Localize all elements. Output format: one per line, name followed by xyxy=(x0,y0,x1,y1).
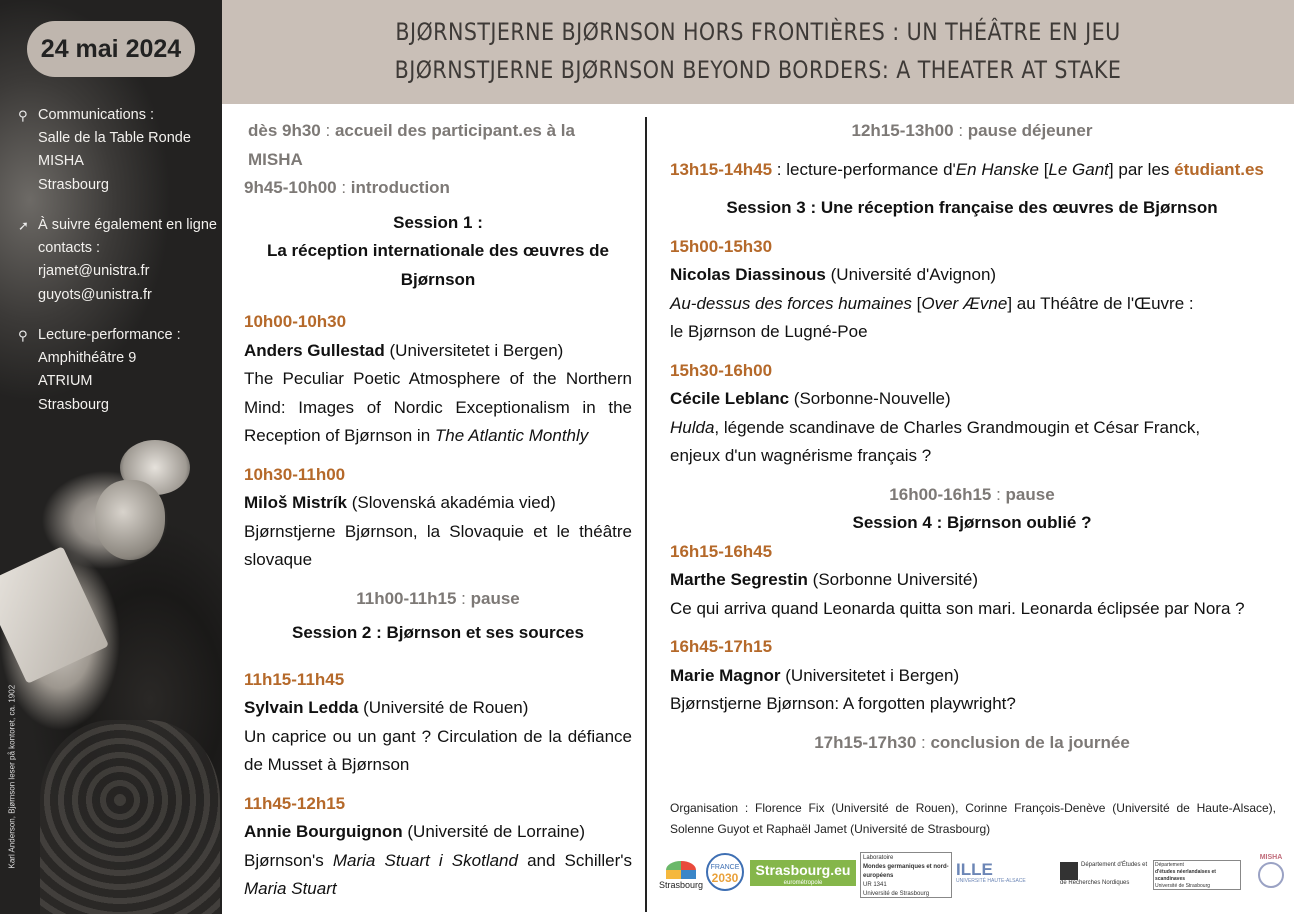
performance-time: 13h15-14h45 xyxy=(670,159,773,179)
france-label: FRANCE xyxy=(710,864,740,871)
talk4-title-italic2: Maria Stuart xyxy=(244,879,337,898)
online-contacts xyxy=(18,214,222,307)
france-2030-logo xyxy=(706,853,744,891)
talk2-title: Bjørnstjerne Bjørnson, la Slovaquie et le théâtre slovaque xyxy=(244,521,632,569)
closing-time: 17h15-17h30 xyxy=(814,732,917,752)
talk6-speaker: Cécile Leblanc xyxy=(670,389,790,408)
talk1-speaker: Anders Gullestad xyxy=(244,340,385,360)
talk8-speaker: Marie Magnor xyxy=(670,665,781,685)
talk2-time: 10h30-11h00 xyxy=(244,464,346,484)
talk6-title-line2: enjeux d'un wagnérisme français ? xyxy=(670,446,932,465)
program-right-column xyxy=(670,117,1274,757)
session4-heading: Session 4 : Bjørnson oublié ? xyxy=(852,513,1092,532)
session2-heading: Session 2 : Bjørnson et ses sources xyxy=(292,623,584,642)
talk1-time: 10h00-10h30 xyxy=(244,312,347,331)
talk6-affiliation: (Sorbonne-Nouvelle) xyxy=(793,389,951,408)
pause1-line: 11h00-11h15 : pause xyxy=(356,588,520,608)
talk8-title: Bjørnstjerne Bjørnson: A forgotten playwright? xyxy=(670,694,1016,713)
lab-line4: Université de Strasbourg xyxy=(863,891,930,897)
talk3-title: Un caprice ou un gant ? Circulation de la défiance de Musset à Bjørnson xyxy=(244,726,632,774)
dept-square-icon xyxy=(1060,862,1078,880)
session4-label: Session 4 xyxy=(852,513,932,532)
talk1-title: The Peculiar Poetic Atmosphere of the Northern Mind: Images of Nordic Exceptionalism in the Reception of Bjørnson in xyxy=(244,369,632,445)
talk5-italic1: Au-dessus des forces humaines xyxy=(670,293,912,313)
performance-line xyxy=(670,156,1274,185)
talk4-time: 11h45-12h15 xyxy=(244,793,346,813)
pause1-time: 11h00-11h15 xyxy=(356,588,457,608)
talk4-speaker-line xyxy=(244,818,632,847)
dept2-line3: Université de Strasbourg xyxy=(1155,883,1211,889)
talk5-title-line2: le Bjørnson de Lugné-Poe xyxy=(670,322,868,341)
location-lecture xyxy=(18,324,222,417)
strasbourg-eu-sub: eurométropole xyxy=(783,880,823,886)
program-left-column xyxy=(244,117,632,904)
talk5-italic2: Over Ævne xyxy=(921,293,1008,313)
session2-title: Bjørnson et ses sources xyxy=(386,623,584,642)
talk1-affiliation: (Universitetet i Bergen) xyxy=(389,340,564,360)
talk4-title-b: and Schiller's xyxy=(517,850,633,870)
session1-heading: Session 1 : La réception internationale des œuvres de Bjørnson xyxy=(267,212,609,289)
dept-nordic-logo xyxy=(1060,862,1152,890)
dept-neerlandaises-logo xyxy=(1153,860,1241,890)
lab-logo xyxy=(860,852,952,898)
misha-logo xyxy=(1253,854,1289,894)
session1-label: Session 1 xyxy=(393,212,473,232)
lab-line3: UR 1341 xyxy=(863,882,887,888)
closing-text: conclusion de la journée xyxy=(930,732,1130,752)
talk8-affiliation: (Universitetet i Bergen) xyxy=(785,665,960,685)
ille-logo xyxy=(956,862,1056,888)
strasbourg-eu-name: Strasbourg.eu xyxy=(755,862,851,878)
talk7-time: 16h15-16h45 xyxy=(670,541,773,561)
session1-title: La réception internationale des œuvres de Bjørnson xyxy=(267,241,609,289)
talk5-text-b: [ xyxy=(911,293,922,313)
lab-line2: Mondes germaniques et nord-européens xyxy=(863,864,949,879)
title-french: BJØRNSTJERNE BJØRNSON HORS FRONTIÈRES : UN THÉÂTRE EN JEU xyxy=(395,18,1121,46)
location-communications xyxy=(18,104,222,197)
photo-credit: Karl Anderson, Bjørnson leser på kontoret, ca. 1902 xyxy=(7,684,17,869)
portrait-chair xyxy=(40,720,220,914)
talk5-text-c: ] au Théâtre de l'Œuvre : xyxy=(1007,293,1194,313)
performance-text-b: [ xyxy=(1038,159,1049,179)
strasbourg-mark-icon xyxy=(666,861,696,879)
talk6-italic: Hulda xyxy=(670,417,715,437)
title-english: BJØRNSTJERNE BJØRNSON BEYOND BORDERS: A THEATER AT STAKE xyxy=(394,56,1122,84)
talk5-affiliation: (Université d'Avignon) xyxy=(830,265,997,284)
talk4-title-italic1: Maria Stuart i Skotland xyxy=(332,850,518,870)
talk3-speaker-line xyxy=(244,694,632,723)
talk3-time: 11h15-11h45 xyxy=(244,669,345,689)
strasbourg-eu-logo xyxy=(750,860,856,886)
dept2-line2: d'études néerlandaises et scandinaves xyxy=(1155,869,1216,882)
talk1-title-italic: The Atlantic Monthly xyxy=(434,426,589,445)
talk7-affiliation: (Sorbonne Université) xyxy=(812,570,979,589)
strasbourg-city-logo xyxy=(655,855,707,897)
intro-time: 9h45-10h00 xyxy=(244,178,337,197)
talk2-speaker: Miloš Mistrík xyxy=(244,493,347,512)
talk5-time: 15h00-15h30 xyxy=(670,236,773,256)
talk7-title: Ce qui arriva quand Leonarda quitta son mari. Leonarda éclipsée par Nora ? xyxy=(670,598,1245,618)
page-header xyxy=(222,0,1294,104)
talk7-speaker-line xyxy=(670,566,1274,595)
talk5-speaker-line xyxy=(670,261,1274,290)
welcome-time: dès 9h30 xyxy=(248,121,321,140)
talk6-rest: , légende scandinave de Charles Grandmougin et César Franck, xyxy=(714,417,1201,437)
talk6-speaker-line xyxy=(670,385,1274,414)
talk6-time: 15h30-16h00 xyxy=(670,360,773,380)
talk5-speaker: Nicolas Diassinous xyxy=(670,265,826,284)
dept2-line1: Département xyxy=(1155,862,1184,868)
talk4-title-a: Bjørnson's xyxy=(244,850,333,870)
portrait-beard xyxy=(95,480,165,560)
lunch-time: 12h15-13h00 xyxy=(851,121,954,140)
intro-line: 9h45-10h00 : introduction xyxy=(244,178,450,197)
performance-text-a: : lecture-performance d' xyxy=(772,159,956,179)
ille-sub: UNIVERSITÉ HAUTE-ALSACE xyxy=(956,878,1026,884)
date-badge: 24 mai 2024 xyxy=(27,21,195,77)
portrait-book xyxy=(0,546,109,684)
lunch-text: pause déjeuner xyxy=(967,121,1093,140)
france-year: 2030 xyxy=(711,871,739,885)
partner-logos xyxy=(650,852,1290,907)
talk8-time: 16h45-17h15 xyxy=(670,637,773,656)
talk1-title-line xyxy=(244,365,632,451)
performance-students: étudiant.es xyxy=(1174,159,1264,179)
column-divider xyxy=(645,117,647,912)
talk7-speaker: Marthe Segrestin xyxy=(670,570,808,589)
location-communications-text: Communications : Salle de la Table Ronde MISHA Strasbourg xyxy=(38,107,191,193)
talk5-title-line xyxy=(670,290,1274,319)
talk1-speaker-line xyxy=(244,337,632,366)
ille-name: ILLE xyxy=(956,860,993,879)
welcome-text: accueil des participant.es à la MISHA xyxy=(248,121,575,169)
talk2-affiliation: (Slovenská akadémia vied) xyxy=(351,493,556,512)
talk4-title-line xyxy=(244,847,632,904)
cursor-click-icon: ➚ xyxy=(18,218,29,233)
misha-name: MISHA xyxy=(1259,854,1283,861)
performance-text-c: ] par les xyxy=(1108,159,1175,179)
lunch-line: 12h15-13h00 : pause déjeuner xyxy=(851,121,1093,140)
performance-italic1: En Hanske xyxy=(955,159,1039,179)
location-pin-icon: ⚲ xyxy=(18,108,28,123)
lab-line1: Laboratoire xyxy=(863,855,894,861)
organisation-note: Organisation : Florence Fix (Université de Rouen), Corinne François-Denève (Université de Haute-Alsace), Solenne Guyot et Raphaël Jamet (Université de Strasbourg) xyxy=(670,801,1276,836)
performance-italic2: Le Gant xyxy=(1048,159,1109,179)
session2-label: Session 2 xyxy=(292,623,372,642)
session4-title: Bjørnson oublié ? xyxy=(946,513,1092,532)
session3-title: Une réception française des œuvres de Bjørnson xyxy=(820,198,1218,217)
pause2-line: 16h00-16h15 : pause xyxy=(889,484,1055,504)
strasbourg-city-name: Strasbourg xyxy=(658,880,704,890)
intro-text: introduction xyxy=(350,178,450,197)
online-contacts-text: À suivre également en ligne contacts : rjamet@unistra.fr guyots@unistra.fr xyxy=(38,217,217,303)
portrait-photo xyxy=(0,0,222,914)
pause2-time: 16h00-16h15 xyxy=(889,484,992,504)
talk3-speaker: Sylvain Ledda xyxy=(244,698,359,717)
talk8-speaker-line xyxy=(670,662,1274,691)
pause1-text: pause xyxy=(470,588,520,608)
misha-circle-icon xyxy=(1258,862,1284,888)
location-pin-icon: ⚲ xyxy=(18,328,28,343)
talk4-speaker: Annie Bourguignon xyxy=(244,822,403,841)
closing-line: 17h15-17h30 : conclusion de la journée xyxy=(814,732,1130,752)
location-lecture-text: Lecture-performance : Amphithéâtre 9 ATRIUM Strasbourg xyxy=(38,327,181,413)
session3-label: Session 3 xyxy=(726,198,806,217)
talk2-speaker-line xyxy=(244,489,632,518)
talk3-affiliation: (Université de Rouen) xyxy=(363,698,529,717)
talk6-title-line xyxy=(670,414,1274,443)
pause2-text: pause xyxy=(1005,484,1055,504)
session3-heading: Session 3 : Une réception française des œuvres de Bjørnson xyxy=(726,198,1218,217)
dept-nordic-text: Département d'Études et de Recherches Nordiques xyxy=(1060,862,1148,886)
welcome-line: dès 9h30 : accueil des participant.es à la MISHA xyxy=(248,121,575,169)
talk4-affiliation: (Université de Lorraine) xyxy=(407,822,586,841)
